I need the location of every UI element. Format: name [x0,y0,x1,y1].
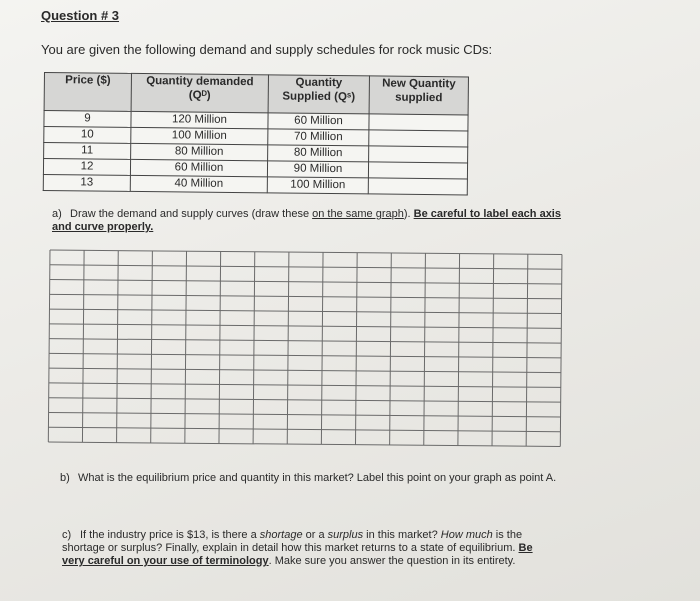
question-b: b) What is the equilibrium price and quantity in this market? Label this point on your graph as point A. [60,472,557,484]
cell-price: 9 [44,111,131,128]
cell-price: 10 [44,127,131,144]
grid-line-horizontal [49,368,561,372]
grid-line-vertical [48,250,50,442]
grid-line-vertical [321,252,323,444]
cell-new[interactable] [369,114,468,131]
header-qs: Quantity Supplied (Qˢ) [268,75,369,114]
grid-line-vertical [526,254,528,446]
grid-line-horizontal [49,383,561,387]
grid-line-horizontal [49,398,561,402]
cell-price: 11 [44,143,131,160]
grid-line-vertical [117,251,119,443]
grid-line-horizontal [50,294,562,298]
question-a: a) Draw the demand and supply curves (draw these on the same graph). Be careful to label each axis and curve properly. [52,208,561,233]
grid-line-horizontal [49,309,561,313]
cell-qd: 120 Million [131,111,268,128]
cell-qs: 100 Million [267,177,368,194]
grid-line-horizontal [48,427,560,431]
grid-line-horizontal [49,412,561,416]
grid-line-horizontal [50,250,562,254]
graph-grid[interactable] [46,248,564,448]
intro-text: You are given the following demand and supply schedules for rock music CDs: [41,42,493,57]
cell-qd: 40 Million [130,175,267,192]
grid-line-horizontal [50,265,562,269]
header-qd: Quantity demanded (Qᴰ) [131,73,268,112]
grid-line-vertical [492,254,494,446]
cell-qs: 80 Million [268,145,369,162]
grid-line-vertical [82,250,84,442]
cell-new[interactable] [369,130,468,147]
grid-line-horizontal [49,339,561,343]
cell-new[interactable] [368,178,467,195]
grid-line-vertical [458,254,460,446]
grid-line-vertical [151,251,153,443]
question-c: c) If the industry price is $13, is there a shortage or a surplus in this market? How much is the shortage or surplus? Finally, explain in detail how this market returns to a state of equilibrium. Be very careful on your use of terminology. Make sure you answer the question in its entirety. [62,529,533,567]
schedule-table [43,72,469,195]
grid-line-vertical [253,252,255,444]
grid-line-vertical [219,252,221,444]
grid-line-horizontal [50,280,562,284]
cell-price: 13 [43,174,130,191]
cell-new[interactable] [368,162,467,179]
cell-qd: 60 Million [130,159,267,176]
grid-line-vertical [390,253,392,445]
cell-qs: 90 Million [267,161,368,178]
grid-line-horizontal [48,442,560,446]
question-c-label: c) [62,529,72,541]
cell-qs: 60 Million [268,113,369,130]
cell-qd: 80 Million [131,143,268,160]
cell-qs: 70 Million [268,129,369,146]
question-a-label: a) [52,208,62,220]
header-price: Price ($) [44,73,131,112]
page-title: Question # 3 [41,8,120,23]
question-b-label: b) [60,472,70,484]
cell-new[interactable] [369,146,468,163]
grid-line-vertical [355,253,357,445]
grid-line-vertical [287,252,289,444]
table-row [43,174,467,194]
cell-qd: 100 Million [131,127,268,144]
cell-price: 12 [43,159,130,176]
grid-line-vertical [185,251,187,443]
grid-line-vertical [424,253,426,445]
header-new-qs: New Quantity supplied [369,76,468,115]
grid-line-vertical [560,254,562,446]
grid-line-horizontal [49,324,561,328]
grid-line-horizontal [49,353,561,357]
